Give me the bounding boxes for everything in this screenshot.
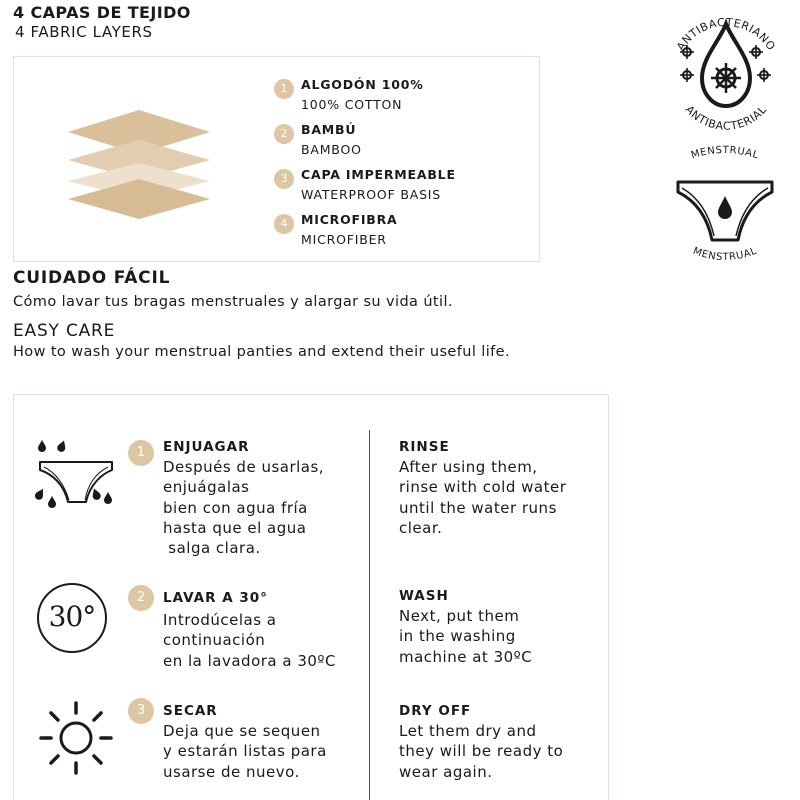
layer-sublabel: 100% COTTON [301,97,403,112]
step-3-heading-en: DRY OFF [399,703,472,719]
antibacterial-badge [660,0,790,140]
layer-label: BAMBÚ [301,122,357,137]
layers-subtitle: 4 FABRIC LAYERS [15,23,153,41]
step-1-heading-en: RINSE [399,439,450,455]
menstrual-top-text: MENSTRUAL [689,144,761,162]
step-2-heading-en: WASH [399,588,449,604]
step-1-text-es: Después de usarlas, enjuágalas bien con agua fría hasta que el agua salga clara. [163,458,325,558]
step-1-heading-es: ENJUAGAR [163,439,250,455]
step-2-text-en: Next, put them in the washing machine at 30ºC [399,607,533,666]
layer-label: ALGODÓN 100% [301,77,424,92]
layer-label: MICROFIBRA [301,212,398,227]
care-title-en: EASY CARE [13,321,116,341]
layer-number: 3 [274,169,294,189]
care-description-en: How to wash your menstrual panties and extend their useful life. [13,344,510,360]
layer-label: CAPA IMPERMEABLE [301,167,456,182]
layers-title: 4 CAPAS DE TEJIDO [13,3,191,22]
temperature-30-icon [37,583,107,653]
step-3-heading-es: SECAR [163,703,218,719]
column-divider [369,430,370,800]
care-title-es: CUIDADO FÁCIL [13,268,171,288]
sun-icon [38,700,114,776]
svg-text:MENSTRUAL [691,246,758,264]
layer-sublabel: MICROFIBER [301,232,387,247]
step-2-heading-es: LAVAR A 30° [163,590,268,606]
fabric-layers-panel [13,56,540,262]
layer-sublabel: BAMBOO [301,142,362,157]
menstrual-bottom-text: MENSTRUAL [691,245,759,264]
step-number-1: 1 [128,440,154,466]
antibacterial-top-text: ANTIBACTERIANO [673,15,778,54]
layer-number: 4 [274,214,294,234]
step-number-2: 2 [128,585,154,611]
step-3-text-es: Deja que se sequen y estarán listas para usarse de nuevo. [163,722,327,781]
layer-number: 1 [274,79,294,99]
panties-drop-icon [678,182,772,240]
panties-drops-icon [28,436,118,516]
fabric-layers-icon [64,107,214,222]
step-1-text-en: After using them, rinse with cold water until the water runs clear. [399,458,567,537]
step-number-3: 3 [128,698,154,724]
step-3-text-en: Let them dry and they will be ready to wear again. [399,722,564,781]
antibacterial-bottom-text: ANTIBACTERIAL [682,103,770,133]
menstrual-badge [660,140,790,275]
layer-number: 2 [274,124,294,144]
step-2-text-es: Introdúcelas a continuación en la lavadora a 30ºC [163,611,336,670]
svg-text:MENSTRUAL [690,145,760,161]
layer-sublabel: WATERPROOF BASIS [301,187,442,202]
care-description-es: Cómo lavar tus bragas menstruales y alargar su vida útil. [13,294,453,310]
temperature-label: 30° [48,600,96,633]
